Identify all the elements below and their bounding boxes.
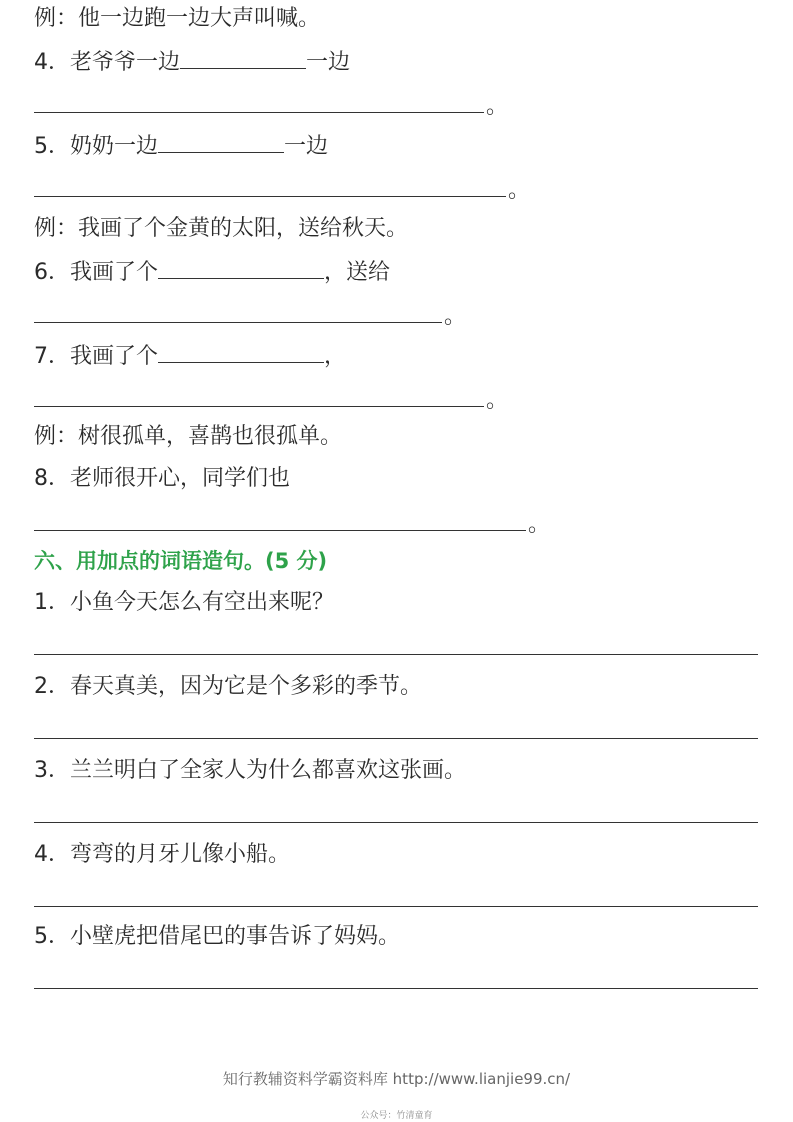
- example-sentence-3: 例：树很孤单，喜鹊也很孤单。: [34, 424, 343, 449]
- section-6-item-5: 5．小壁虎把借尾巴的事告诉了妈妈。: [34, 924, 400, 949]
- section-6-item-2: 2．春天真美，因为它是个多彩的季节。: [34, 674, 422, 699]
- section-6-answer-line-4[interactable]: [34, 906, 758, 907]
- question-4-period: 。: [486, 94, 509, 119]
- question-7: [34, 340, 346, 372]
- question-5-answer-line[interactable]: [34, 196, 506, 197]
- question-8: 8．老师很开心，同学们也: [34, 466, 290, 491]
- example-sentence-1: 例：他一边跑一边大声叫喊。: [34, 6, 321, 31]
- question-6-answer-line[interactable]: [34, 322, 442, 323]
- question-4: [34, 46, 350, 78]
- question-7-period: 。: [486, 388, 509, 413]
- question-7-answer-line[interactable]: [34, 406, 484, 407]
- question-8-period: 。: [528, 512, 551, 537]
- section-6-item-4: 4．弯弯的月牙儿像小船。: [34, 842, 290, 867]
- question-5-suffix: 一边: [284, 134, 329, 159]
- question-6-prefix: 6．我画了个: [34, 260, 158, 285]
- question-5: [34, 130, 328, 162]
- section-6-item-3: 3．兰兰明白了全家人为什么都喜欢这张画。: [34, 758, 466, 783]
- question-8-answer-line[interactable]: [34, 530, 526, 531]
- question-4-suffix: 一边: [306, 50, 351, 75]
- question-6-period: 。: [444, 304, 467, 329]
- question-4-answer-line[interactable]: [34, 112, 484, 113]
- question-6: [34, 256, 390, 288]
- section-6-answer-line-2[interactable]: [34, 738, 758, 739]
- question-7-prefix: 7．我画了个: [34, 344, 158, 369]
- question-6-suffix: ，送给: [324, 260, 391, 285]
- question-6-blank[interactable]: [158, 256, 324, 279]
- question-4-prefix: 4．老爷爷一边: [34, 50, 180, 75]
- section-6-item-1: 1．小鱼今天怎么有空出来呢？: [34, 590, 334, 615]
- question-7-suffix: ，: [324, 344, 347, 369]
- section-6-answer-line-5[interactable]: [34, 988, 758, 989]
- section-6-answer-line-3[interactable]: [34, 822, 758, 823]
- example-sentence-2: 例：我画了个金黄的太阳，送给秋天。: [34, 216, 409, 241]
- footer-wechat: 公众号：竹清童育: [360, 1111, 433, 1121]
- section-6-heading: 六、用加点的词语造句。(5 分): [34, 549, 328, 573]
- section-6-answer-line-1[interactable]: [34, 654, 758, 655]
- question-5-blank[interactable]: [158, 130, 284, 153]
- question-5-prefix: 5．奶奶一边: [34, 134, 158, 159]
- footer-site-link[interactable]: 知行教辅资料学霸资料库 http://www.lianjie99.cn/: [222, 1070, 571, 1088]
- question-4-blank[interactable]: [180, 46, 306, 69]
- question-5-period: 。: [508, 178, 531, 203]
- question-7-blank[interactable]: [158, 340, 324, 363]
